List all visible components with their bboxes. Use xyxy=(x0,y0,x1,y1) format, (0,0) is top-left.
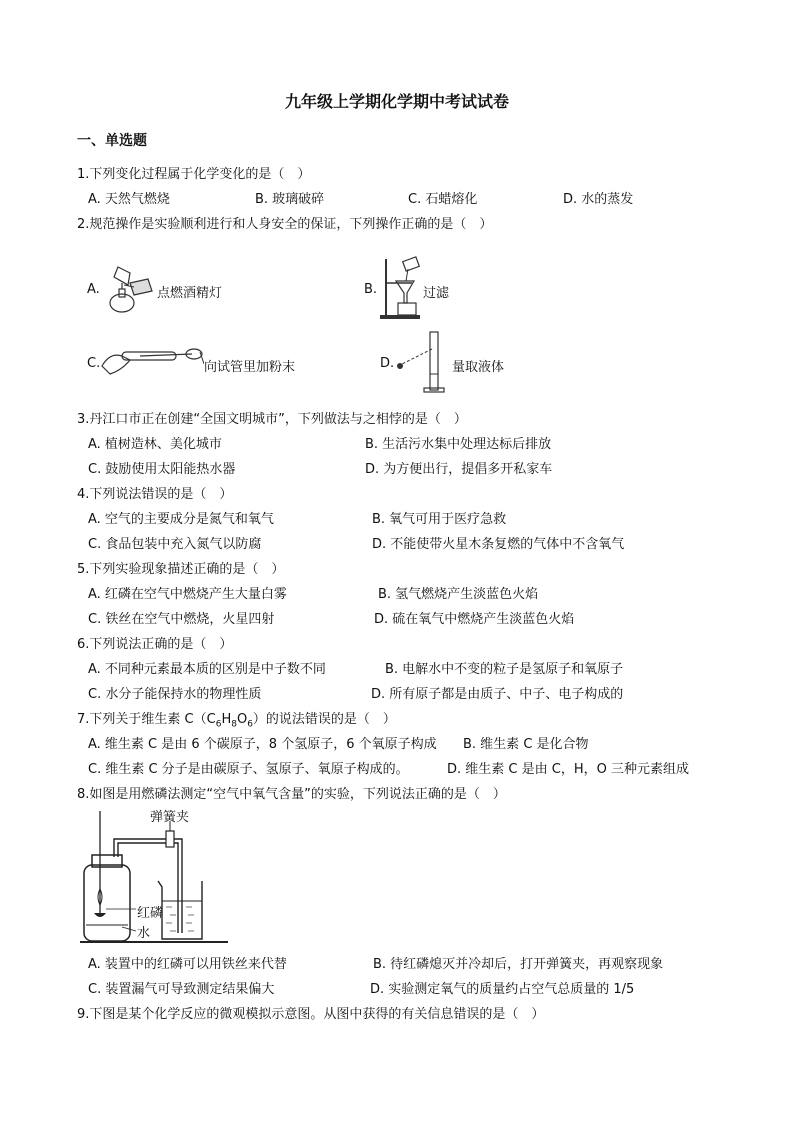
question-9-stem: 9.下图是某个化学反应的微观模拟示意图。从图中获得的有关信息错误的是（ ） xyxy=(77,1007,545,1022)
question-7-option-c[interactable]: C. 维生素 C 分子是由碳原子、氢原子、氧原子构成的。 xyxy=(88,762,409,777)
question-7-stem xyxy=(77,708,396,730)
question-4-option-b[interactable]: B. 氧气可用于医疗急救 xyxy=(372,512,507,527)
question-2-option-c-letter[interactable]: C. xyxy=(87,356,101,371)
q7-sub-carbon: 6 xyxy=(215,719,222,730)
question-8-option-a[interactable]: A. 装置中的红磷可以用铁丝来代替 xyxy=(88,957,287,972)
filtration-figure xyxy=(378,255,422,321)
question-2-stem: 2.规范操作是实验顺利进行和人身安全的保证，下列操作正确的是（ ） xyxy=(77,217,493,232)
q7-sub-oxygen: 6 xyxy=(247,719,253,730)
question-7-option-b[interactable]: B. 维生素 C 是化合物 xyxy=(463,737,589,752)
question-8-option-c[interactable]: C. 装置漏气可导致测定结果偏大 xyxy=(88,982,275,997)
phosphorus-oxygen-apparatus-figure xyxy=(78,805,238,945)
question-2-option-b-text: 过滤 xyxy=(423,286,450,301)
question-4-stem: 4.下列说法错误的是（ ） xyxy=(77,487,233,502)
question-4-option-c[interactable]: C. 食品包装中充入氮气以防腐 xyxy=(88,537,262,552)
question-6-option-a[interactable]: A. 不同种元素最本质的区别是中子数不同 xyxy=(88,662,326,677)
adding-powder-to-test-tube-figure xyxy=(100,340,204,380)
question-6-option-d[interactable]: D. 所有原子都是由质子、中子、电子构成的 xyxy=(371,687,624,702)
question-4-option-a[interactable]: A. 空气的主要成分是氮气和氧气 xyxy=(88,512,274,527)
question-1-option-d[interactable]: D. 水的蒸发 xyxy=(563,192,634,207)
question-5-option-a[interactable]: A. 红磷在空气中燃烧产生大量白雾 xyxy=(88,587,287,602)
label-water: 水 xyxy=(137,926,151,941)
question-8-option-d[interactable]: D. 实验测定氧气的质量约占空气总质量的 1/5 xyxy=(370,982,635,997)
question-5-stem: 5.下列实验现象描述正确的是（ ） xyxy=(77,562,285,577)
question-1-option-a[interactable]: A. 天然气燃烧 xyxy=(88,192,170,207)
measuring-liquid-figure xyxy=(394,330,450,394)
q7-sub-hydrogen: 8 xyxy=(231,719,237,730)
question-4-option-d[interactable]: D. 不能使带火星木条复燃的气体中不含氧气 xyxy=(372,537,625,552)
question-2-option-d-text: 量取液体 xyxy=(452,360,505,375)
q7-stem-start: 7.下列关于维生素 C（C xyxy=(77,712,216,727)
alcohol-lamp-lighting-figure xyxy=(100,263,158,315)
question-8-option-b[interactable]: B. 待红磷熄灭并冷却后，打开弹簧夹，再观察现象 xyxy=(373,957,664,972)
question-6-stem: 6.下列说法正确的是（ ） xyxy=(77,637,233,652)
q7-stem-end: ）的说法错误的是（ ） xyxy=(252,712,396,727)
question-8-stem: 8.如图是用燃磷法测定“空气中氧气含量”的实验，下列说法正确的是（ ） xyxy=(77,787,506,802)
question-1-option-b[interactable]: B. 玻璃破碎 xyxy=(255,192,325,207)
question-3-option-a[interactable]: A. 植树造林、美化城市 xyxy=(88,437,222,452)
question-1-stem: 1.下列变化过程属于化学变化的是（ ） xyxy=(77,167,311,182)
question-5-option-d[interactable]: D. 硫在氧气中燃烧产生淡蓝色火焰 xyxy=(374,612,575,627)
question-5-option-b[interactable]: B. 氢气燃烧产生淡蓝色火焰 xyxy=(378,587,539,602)
question-3-option-c[interactable]: C. 鼓励使用太阳能热水器 xyxy=(88,462,236,477)
page-title: 九年级上学期化学期中考试试卷 xyxy=(284,92,509,111)
question-2-option-d-letter[interactable]: D. xyxy=(380,356,395,371)
label-spring-clamp: 弹簧夹 xyxy=(150,810,190,825)
question-2-option-b-letter[interactable]: B. xyxy=(364,282,378,297)
question-7-option-a[interactable]: A. 维生素 C 是由 6 个碳原子，8 个氢原子，6 个氧原子构成 xyxy=(88,737,437,752)
question-2-option-a-letter[interactable]: A. xyxy=(87,282,100,297)
question-6-option-c[interactable]: C. 水分子能保持水的物理性质 xyxy=(88,687,262,702)
q7-h: H xyxy=(221,712,232,727)
question-5-option-c[interactable]: C. 铁丝在空气中燃烧，火星四射 xyxy=(88,612,275,627)
question-3-option-b[interactable]: B. 生活污水集中处理达标后排放 xyxy=(365,437,552,452)
q7-o: O xyxy=(236,712,248,727)
question-3-option-d[interactable]: D. 为方便出行，提倡多开私家车 xyxy=(365,462,553,477)
label-red-phosphorus: 红磷 xyxy=(137,906,164,921)
section-heading: 一、单选题 xyxy=(77,133,147,149)
question-2-option-a-text: 点燃酒精灯 xyxy=(157,286,223,301)
question-2-option-c-text: 向试管里加粉末 xyxy=(204,360,296,375)
question-3-stem: 3.丹江口市正在创建“全国文明城市”，下列做法与之相悖的是（ ） xyxy=(77,412,467,427)
question-6-option-b[interactable]: B. 电解水中不变的粒子是氢原子和氧原子 xyxy=(385,662,624,677)
question-1-option-c[interactable]: C. 石蜡熔化 xyxy=(408,192,478,207)
question-7-option-d[interactable]: D. 维生素 C 是由 C，H，O 三种元素组成 xyxy=(447,762,689,777)
